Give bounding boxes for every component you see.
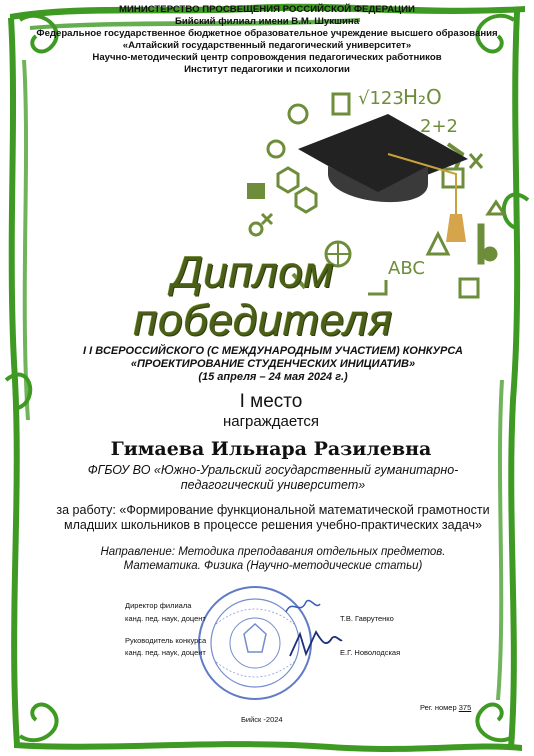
recipient-organization-cont: педагогический университет» xyxy=(180,478,366,492)
recipient-organization: ФГБОУ ВО «Южно-Уральский государственный гуманитарно- xyxy=(87,463,459,477)
registration-number xyxy=(420,703,471,712)
head-signature xyxy=(286,628,344,662)
director-name: Т.В. Гаврутенко xyxy=(340,614,394,623)
head-role: Руководитель конкурса xyxy=(125,636,207,645)
direction-line: Направление: Методика преподавания отдельных предметов. xyxy=(100,546,446,558)
city-year: Бийск -2024 xyxy=(241,715,283,724)
svg-text:H₂O: H₂O xyxy=(403,85,442,109)
awarded-label: награждается xyxy=(222,413,320,430)
recipient-name: Гимаева Ильнара Разилевна xyxy=(110,438,432,460)
director-signature xyxy=(282,594,324,620)
place-label: I место xyxy=(239,391,303,412)
director-role: Директор филиала xyxy=(125,601,192,610)
diploma-subtitle: победителя xyxy=(133,296,393,345)
head-name: Е.Г. Новолодская xyxy=(340,648,401,657)
direction-line-cont: Математика. Физика (Научно-методические статьи) xyxy=(123,560,423,572)
registration-label: Рег. номер xyxy=(420,703,457,712)
header-line-university: «Алтайский государственный педагогический университет» xyxy=(122,40,412,51)
contest-dates: (15 апреля – 24 мая 2024 г.) xyxy=(198,371,348,383)
svg-text:2+2: 2+2 xyxy=(420,116,458,137)
svg-text:ABC: ABC xyxy=(388,258,425,279)
director-degree: канд. пед. наук, доцент xyxy=(125,614,206,623)
diploma-title: Диплом xyxy=(171,248,335,297)
contest-name: I I ВСЕРОССИЙСКОГО (С МЕЖДУНАРОДНЫМ УЧАСТИЕМ) КОНКУРСА xyxy=(83,345,463,357)
svg-text:√123: √123 xyxy=(358,88,404,109)
head-degree: канд. пед. наук, доцент xyxy=(125,648,206,657)
header-line-institute: Институт педагогики и психологии xyxy=(184,64,350,75)
header-line-ministry: МИНИСТЕРСТВО ПРОСВЕЩЕНИЯ РОССИЙСКОЙ ФЕДЕРАЦИИ xyxy=(119,4,415,15)
header-line-institution-type: Федеральное государственное бюджетное образовательное учреждение высшего образования xyxy=(36,28,498,39)
work-title-cont: младших школьников в процессе решения учебно-практических задач» xyxy=(64,518,482,532)
header-line-center: Научно-методический центр сопровождения педагогических работников xyxy=(92,52,442,63)
registration-value: 375 xyxy=(458,703,472,712)
work-title: за работу: «Формирование функциональной математической грамотности xyxy=(56,503,490,517)
header-line-branch: Бийский филиал имени В.М. Шукшина xyxy=(174,16,360,27)
contest-title: «ПРОЕКТИРОВАНИЕ СТУДЕНЧЕСКИХ ИНИЦИАТИВ» xyxy=(130,358,416,370)
